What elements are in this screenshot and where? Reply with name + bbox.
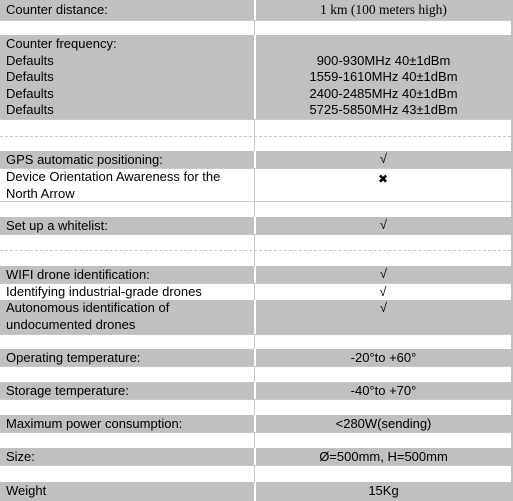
row-industrial <box>0 283 511 301</box>
size-value: Ø=500mm, H=500mm <box>255 448 511 465</box>
spacer-cell <box>0 335 255 350</box>
industrial-check-icon: √ <box>379 284 387 299</box>
row-orientation <box>0 168 511 202</box>
row-gps <box>0 151 511 168</box>
spacer-cell <box>0 251 255 267</box>
weight-value: 15Kg <box>255 482 511 501</box>
frequency-band-value: 2400-2485MHz 40±1dBm <box>309 85 458 101</box>
frequency-default-label: Defaults <box>6 102 54 117</box>
spacer-row <box>0 234 511 251</box>
row-operating-temperature <box>0 349 511 366</box>
wifi-check-icon: √ <box>255 266 511 283</box>
counter-distance-label: Counter distance: <box>0 0 255 20</box>
wifi-label: WIFI drone identification: <box>0 266 255 283</box>
spacer-row <box>0 399 511 416</box>
storage-temperature-label: Storage temperature: <box>0 382 255 399</box>
spacer-cell <box>0 235 255 251</box>
gps-check-icon: √ <box>255 151 511 168</box>
row-autonomous <box>0 300 511 334</box>
power-consumption-value: <280W(sending) <box>255 415 511 432</box>
orientation-value <box>255 169 511 202</box>
spacer-cell <box>0 120 255 137</box>
operating-temperature-value: -20°to +60° <box>255 349 511 366</box>
autonomous-check-icon: √ <box>255 300 511 334</box>
whitelist-label: Set up a whitelist: <box>0 217 255 234</box>
orientation-label-line: North Arrow <box>6 185 75 201</box>
frequency-default-label: Defaults <box>6 85 54 101</box>
spacer-row <box>0 250 511 267</box>
row-storage-temperature <box>0 382 511 399</box>
spacer-row <box>0 136 511 152</box>
autonomous-label-line: undocumented drones <box>6 316 136 332</box>
frequency-default-label: Defaults <box>6 69 54 84</box>
row-weight <box>0 482 511 501</box>
autonomous-label-line: Autonomous identification of <box>6 300 170 315</box>
row-counter-frequency <box>0 35 511 119</box>
frequency-band-value: 1559-1610MHz 40±1dBm <box>309 69 458 84</box>
spacer-row <box>0 334 511 350</box>
counter-distance-value: 1 km (100 meters high) <box>255 0 511 20</box>
spacer-cell <box>0 400 255 416</box>
spacer-cell <box>0 21 255 36</box>
counter-frequency-label: Counter frequency: <box>6 36 117 51</box>
row-counter-distance <box>0 0 511 20</box>
spacer-row <box>0 465 511 483</box>
spacer-row <box>0 432 511 449</box>
industrial-label: Identifying industrial-grade drones <box>0 284 255 301</box>
frequency-default-label: Defaults <box>6 52 54 68</box>
spacer-cell <box>0 433 255 449</box>
frequency-band-value: 5725-5850MHz 43±1dBm <box>309 102 458 117</box>
orientation-label-line: Device Orientation Awareness for the <box>6 169 221 184</box>
spacer-row <box>0 201 511 218</box>
row-whitelist <box>0 217 511 234</box>
counter-frequency-labels <box>0 35 255 119</box>
storage-temperature-value: -40°to +70° <box>255 382 511 399</box>
spacer-cell <box>0 137 255 152</box>
row-wifi <box>0 266 511 283</box>
autonomous-label <box>0 300 255 334</box>
gps-label: GPS automatic positioning: <box>0 151 255 168</box>
weight-label: Weight <box>0 482 255 501</box>
orientation-label <box>0 169 255 202</box>
whitelist-check-icon: √ <box>255 217 511 234</box>
row-power-consumption <box>0 415 511 432</box>
counter-frequency-values <box>255 35 511 119</box>
row-size <box>0 448 511 465</box>
operating-temperature-label: Operating temperature: <box>0 349 255 366</box>
spacer-cell <box>0 367 255 383</box>
size-label: Size: <box>0 448 255 465</box>
spacer-row <box>0 119 511 137</box>
frequency-band-value: 900-930MHz 40±1dBm <box>316 52 451 68</box>
spacer-row <box>0 366 511 383</box>
spacer-cell <box>0 202 255 218</box>
spacer-cell <box>0 466 255 483</box>
power-consumption-label: Maximum power consumption: <box>0 415 255 432</box>
spacer-row <box>0 20 511 36</box>
cross-icon: ✖ <box>377 172 389 186</box>
